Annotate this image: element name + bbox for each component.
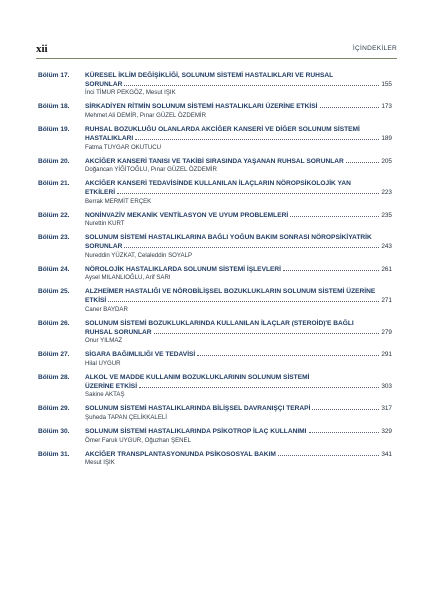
chapter-title [85, 126, 392, 143]
chapter-title [85, 103, 392, 112]
chapter-title [85, 288, 392, 305]
chapter-label: Bölüm 28. [38, 373, 70, 381]
dot-leader [124, 247, 379, 248]
chapter-title-text: RUHSAL SORUNLAR [85, 328, 152, 336]
chapter-title-text: ALKOL VE MADDE KULLANIM BOZUKLUKLARININ SOLUNUM SİSTEMİ [85, 373, 310, 381]
chapter-authors: İnci TİMUR PEKGÖZ, Mesut IŞIK [85, 89, 176, 97]
toc-entry[interactable] [38, 126, 392, 151]
chapter-title-text: SOLUNUM SİSTEMİ HASTALIKLARINDA BİLİŞSEL DAVRANIŞÇI TERAPİ [85, 405, 311, 413]
chapter-title-line [85, 428, 392, 437]
chapter-label: Bölüm 19. [38, 126, 70, 134]
dot-leader [320, 107, 380, 108]
chapter-page-number: 303 [381, 382, 392, 390]
chapter-authors: Hilal UYGUR [85, 359, 121, 367]
chapter-title-line [85, 320, 392, 329]
chapter-label: Bölüm 24. [38, 265, 70, 273]
dot-leader [309, 432, 380, 433]
chapter-title-line [85, 81, 392, 90]
chapter-title-text: AKCİĞER TRANSPLANTASYONUNDA PSİKOSOSYAL BAKIM [85, 450, 276, 458]
chapter-authors: Nurettin KURT [85, 220, 125, 228]
chapter-title-line [85, 351, 392, 360]
toc-entry[interactable] [38, 428, 392, 445]
chapter-title-text: ÜZERİNE ETKİSİ [85, 382, 138, 390]
chapter-title-text: SOLUNUM SİSTEMİ HASTALIKLARINDA PSİKOTROP İLAÇ KULLANIMI [85, 428, 307, 436]
chapter-authors: Ömer Faruk UYGUR, Oğuzhan ŞENEL [85, 436, 191, 444]
chapter-title-line [85, 297, 392, 306]
chapter-page-number: 291 [381, 351, 392, 359]
table-of-contents [38, 72, 392, 467]
chapter-page-number: 279 [381, 328, 392, 336]
running-head: İÇİNDEKİLER [352, 45, 397, 52]
chapter-title-text: AKCİĞER KANSERİ TEDAVİSİNDE KULLANILAN İLAÇLARIN NÖROPSİKOLOJİK YAN [85, 180, 351, 188]
chapter-title [85, 234, 392, 251]
chapter-label: Bölüm 18. [38, 103, 70, 111]
chapter-page-number: 329 [381, 428, 392, 436]
dot-leader [139, 387, 379, 388]
chapter-authors: Onur YILMAZ [85, 337, 123, 345]
chapter-title-line [85, 158, 392, 167]
chapter-page-number: 261 [381, 265, 392, 273]
dot-leader [154, 333, 380, 334]
chapter-title-text: SOLUNUM SİSTEMİ HASTALIKLARINA BAĞLI YOĞUN BAKIM SONRASI NÖROPSİKİYATRİK [85, 234, 372, 242]
page-number: xii [36, 43, 48, 55]
chapter-title [85, 180, 392, 197]
toc-entry[interactable] [38, 266, 392, 283]
dot-leader [290, 216, 379, 217]
chapter-title-line [85, 243, 392, 252]
chapter-label: Bölüm 27. [38, 351, 70, 359]
chapter-authors: Caner BAYDAR [85, 305, 128, 313]
chapter-title-line [85, 212, 392, 221]
chapter-label: Bölüm 31. [38, 450, 70, 458]
chapter-page-number: 155 [381, 80, 392, 88]
chapter-title-text: NÖROLOJİK HASTALIKLARDA SOLUNUM SİSTEMİ İŞLEVLERİ [85, 265, 281, 273]
chapter-title-line [85, 189, 392, 198]
chapter-label: Bölüm 21. [38, 180, 70, 188]
chapter-title-text: SORUNLAR [85, 80, 123, 88]
chapter-title [85, 320, 392, 337]
chapter-title-text: HASTALIKLARI [85, 134, 134, 142]
chapter-authors: Sakine AKTAŞ [85, 391, 125, 399]
chapter-authors: Şuheda TAPAN ÇELİKKALELİ [85, 414, 167, 422]
chapter-label: Bölüm 26. [38, 319, 70, 327]
dot-leader [135, 139, 379, 140]
chapter-title-text: ETKİSİ [85, 297, 107, 305]
chapter-title-line [85, 374, 392, 383]
dot-leader [197, 355, 379, 356]
dot-leader [346, 162, 380, 163]
chapter-title-text: AKCİĞER KANSERİ TANISI VE TAKİBİ SIRASINDA YAŞANAN RUHSAL SORUNLAR [85, 157, 344, 165]
chapter-page-number: 173 [381, 103, 392, 111]
chapter-title-text: ALZHEİMER HASTALIĞI VE NÖROBİLİŞSEL BOZUKLUKLARIN SOLUNUM SİSTEMİ ÜZERİNE [85, 288, 376, 296]
toc-entry[interactable] [38, 180, 392, 205]
toc-entry[interactable] [38, 374, 392, 399]
chapter-label: Bölüm 20. [38, 157, 70, 165]
chapter-title-line [85, 266, 392, 275]
dot-leader [278, 455, 379, 456]
chapter-label: Bölüm 23. [38, 234, 70, 242]
chapter-title-line [85, 135, 392, 144]
toc-entry[interactable] [38, 351, 392, 368]
chapter-authors: Nureddin YÜZKAT, Celaleddin SOYALP [85, 251, 193, 259]
chapter-title [85, 158, 392, 167]
chapter-title-line [85, 451, 392, 460]
chapter-title [85, 451, 392, 460]
chapter-authors: Aysel MILANLIOĞLU, Arif SARI [85, 274, 171, 282]
chapter-title-text: RUHSAL BOZUKLUĞU OLANLARDA AKCİĞER KANSERİ VE DİĞER SOLUNUM SİSTEMİ [85, 126, 360, 134]
chapter-label: Bölüm 30. [38, 428, 70, 436]
chapter-authors: Mesut IŞIK [85, 459, 115, 467]
toc-entry[interactable] [38, 405, 392, 422]
dot-leader [117, 193, 379, 194]
dot-leader [124, 85, 379, 86]
chapter-title-text: SİGARA BAĞIMLILIĞI VE TEDAVİSİ [85, 351, 196, 359]
chapter-page-number: 205 [381, 157, 392, 165]
chapter-title-line [85, 405, 392, 414]
chapter-label: Bölüm 17. [38, 72, 70, 79]
chapter-title-line [85, 329, 392, 338]
dot-leader [312, 409, 379, 410]
chapter-page-number: 243 [381, 243, 392, 251]
chapter-label: Bölüm 22. [38, 211, 70, 219]
chapter-title-text: SOLUNUM SİSTEMİ BOZUKLUKLARINDA KULLANILAN İLAÇLAR (STEROİD)'E BAĞLI [85, 319, 354, 327]
chapter-title [85, 405, 392, 414]
chapter-title-line [85, 180, 392, 189]
chapter-authors: Doğancan YİĞİTOĞLU, Pınar GÜZEL ÖZDEMİR [85, 166, 217, 174]
chapter-title [85, 266, 392, 275]
toc-entry[interactable] [38, 320, 392, 345]
chapter-label: Bölüm 25. [38, 288, 70, 296]
chapter-title-line [85, 103, 392, 112]
chapter-title-text: ETKİLERİ [85, 188, 116, 196]
toc-entry[interactable] [38, 212, 392, 229]
toc-entry[interactable] [38, 451, 392, 468]
chapter-title-line [85, 288, 392, 297]
chapter-page-number: 341 [381, 450, 392, 458]
chapter-title-text: KÜRESEL İKLİM DEĞİŞİKLİĞİ, SOLUNUM SİSTEMİ HASTALIKLARI VE RUHSAL [85, 72, 334, 79]
toc-entry[interactable] [38, 234, 392, 259]
dot-leader [108, 301, 379, 302]
chapter-title-line [85, 126, 392, 135]
chapter-title [85, 72, 392, 89]
chapter-authors: Fatma TUYGAR OKUTUCU [85, 143, 162, 151]
chapter-page-number: 235 [381, 211, 392, 219]
chapter-page-number: 223 [381, 188, 392, 196]
toc-entry[interactable] [38, 288, 392, 313]
chapter-authors: Berrak MERMİT ERÇEK [85, 197, 152, 205]
chapter-title-line [85, 234, 392, 243]
page-header [36, 43, 397, 59]
chapter-authors: Mehmet Ali DEMİR, Pınar GÜZEL ÖZDEMİR [85, 112, 206, 120]
chapter-title-text: SİRKADİYEN RİTMİN SOLUNUM SİSTEMİ HASTALIKLARI ÜZERİNE ETKİSİ [85, 103, 318, 111]
chapter-title [85, 374, 392, 391]
chapter-title [85, 351, 392, 360]
chapter-title-text: NONİNVAZİV MEKANİK VENTİLASYON VE UYUM PROBLEMLERİ [85, 211, 289, 219]
chapter-page-number: 317 [381, 405, 392, 413]
chapter-title [85, 428, 392, 437]
chapter-title-text: SORUNLAR [85, 243, 123, 251]
chapter-title [85, 212, 392, 221]
header-rule [36, 58, 397, 59]
dot-leader [283, 270, 379, 271]
chapter-label: Bölüm 29. [38, 405, 70, 413]
chapter-title-line [85, 383, 392, 392]
toc-entry[interactable] [38, 103, 392, 120]
toc-entry[interactable] [38, 72, 392, 97]
chapter-page-number: 271 [381, 297, 392, 305]
toc-entry[interactable] [38, 158, 392, 175]
chapter-page-number: 189 [381, 134, 392, 142]
chapter-title-line [85, 72, 392, 81]
